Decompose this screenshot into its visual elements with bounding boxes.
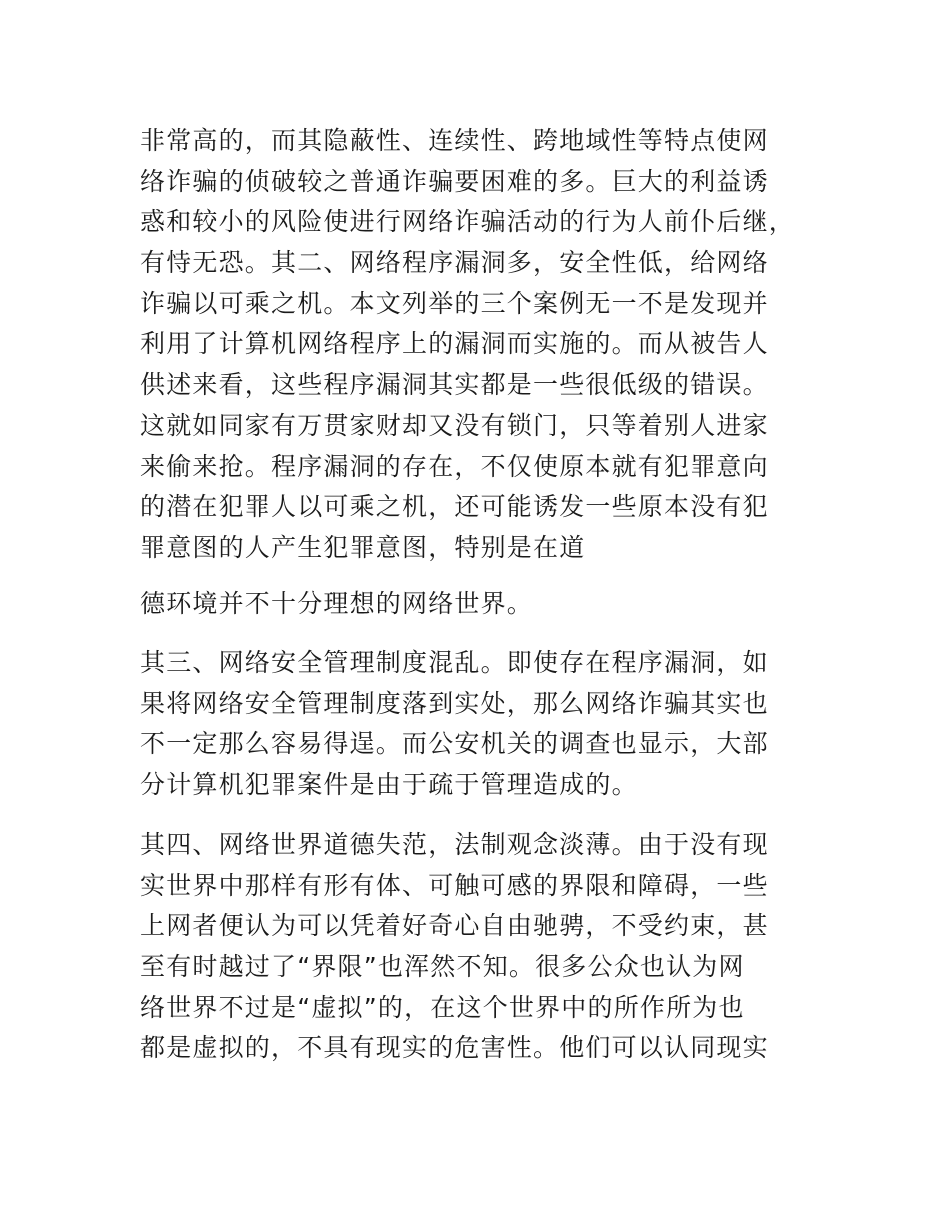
text-line: 果将网络安全管理制度落到实处，那么网络诈骗其实也 <box>140 688 769 718</box>
paragraph-1 <box>140 121 795 569</box>
text-line: 非常高的，而其隐蔽性、连续性、跨地域性等特点使网 <box>140 126 769 155</box>
text-line: 络诈骗的侦破较之普通诈骗要困难的多。巨大的利益诱 <box>140 166 769 196</box>
text-line: 惑和较小的风险使进行网络诈骗活动的行为人前仆后继， <box>140 207 796 237</box>
paragraph-4 <box>140 825 769 1069</box>
text-line: 分计算机犯罪案件是由于疏于管理造成的。 <box>140 770 638 800</box>
text-line: 来偷来抢。程序漏洞的存在，不仅使原本就有犯罪意向 <box>140 451 769 481</box>
text-line: 罪意图的人产生犯罪意图，特别是在道 <box>140 532 586 562</box>
text-line: 利用了计算机网络程序上的漏洞而实施的。而从被告人 <box>140 329 769 359</box>
text-line: 供述来看，这些程序漏洞其实都是一些很低级的错误。 <box>140 370 769 400</box>
text-line: 都是虚拟的，不具有现实的危害性。他们可以认同现实 <box>140 1033 769 1063</box>
paragraph-3 <box>140 643 769 806</box>
text-line: 这就如同家有万贯家财却又没有锁门，只等着别人进家 <box>140 410 769 440</box>
text-line: 德环境并不十分理想的网络世界。 <box>140 589 534 618</box>
text-line: 诈骗以可乘之机。本文列举的三个案例无一不是发现并 <box>140 288 769 318</box>
paragraph-2 <box>140 584 533 625</box>
text-line: 的潜在犯罪人以可乘之机，还可能诱发一些原本没有犯 <box>140 492 769 522</box>
text-line: 上网者便认为可以凭着好奇心自由驰骋，不受约束，甚 <box>140 911 769 941</box>
text-line: 络世界不过是“虚拟”的，在这个世界中的所作所为也 <box>140 992 745 1022</box>
text-line: 不一定那么容易得逞。而公安机关的调查也显示，大部 <box>140 729 769 759</box>
text-line: 实世界中那样有形有体、可触可感的界限和障碍，一些 <box>140 870 769 900</box>
text-line: 有恃无恐。其二、网络程序漏洞多，安全性低，给网络 <box>140 248 769 278</box>
text-line: 其三、网络安全管理制度混乱。即使存在程序漏洞，如 <box>140 648 769 677</box>
text-line: 其四、网络世界道德失范，法制观念淡薄。由于没有现 <box>140 830 769 859</box>
text-line: 至有时越过了“界限”也浑然不知。很多公众也认为网 <box>140 952 745 982</box>
